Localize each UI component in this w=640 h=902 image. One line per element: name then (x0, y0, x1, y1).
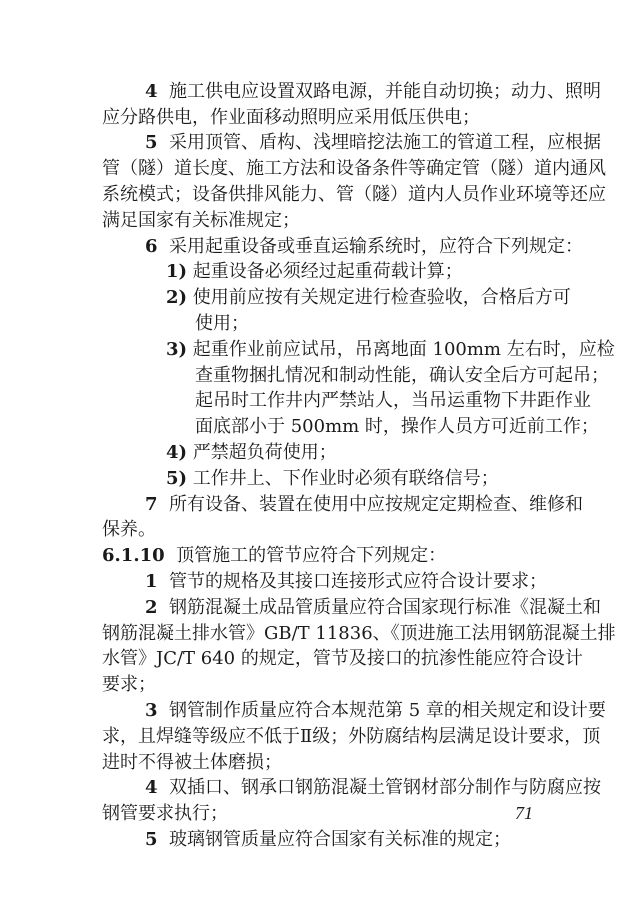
pipe-item-2-line-4: 要求； (102, 674, 156, 695)
subitem-text: 工作井上、下作业时必须有联络信号； (192, 468, 499, 489)
pipe-item-2-line-3: 水管》JC/T 640 的规定，管节及接口的抗渗性能应符合设计 (102, 648, 583, 669)
item-6-line-1 (145, 235, 583, 259)
item-4-line-1 (145, 80, 601, 104)
subitem-text: 使用前应按有关规定进行检查验收，合格后方可 (192, 287, 571, 308)
section-6-1-10-heading (102, 544, 446, 568)
subitem-3-line-4: 面底部小于 500mm 时，操作人员方可近前工作； (195, 416, 599, 437)
subitem-text: 起重设备必须经过起重荷载计算； (192, 261, 463, 282)
item-7-line-1 (145, 493, 583, 517)
item-number: 2 (145, 597, 158, 618)
item-text: 采用起重设备或垂直运输系统时，应符合下列规定： (168, 236, 583, 257)
section-number: 6.1.10 (102, 545, 165, 566)
item-number: 5 (145, 829, 158, 850)
item-text: 所有设备、装置在使用中应按规定定期检查、维修和 (168, 494, 583, 515)
item-number: 6 (145, 236, 158, 257)
pipe-item-3-line-3: 进时不得被土体磨损； (102, 752, 282, 773)
subitem-3-line-3: 起吊时工作井内严禁站人，当吊运重物下井距作业 (195, 390, 591, 411)
subitem-text: 起重作业前应试吊，吊离地面 100mm 左右时，应检 (192, 339, 615, 360)
subitem-2-line-1 (166, 286, 571, 310)
subitem-4 (166, 441, 337, 465)
pipe-item-3-line-1 (145, 699, 606, 723)
subitem-number: 2) (166, 287, 188, 308)
subitem-3-line-1 (166, 338, 615, 362)
subitem-number: 5) (166, 468, 188, 489)
pipe-item-2-line-2: 钢筋混凝土排水管》GB/T 11836、《顶进施工法用钢筋混凝土排 (102, 623, 616, 644)
pipe-item-1 (145, 570, 547, 594)
item-number: 1 (145, 571, 158, 592)
item-text: 双插口、钢承口钢筋混凝土管钢材部分制作与防腐应按 (168, 777, 601, 798)
pipe-item-4-line-2: 钢管要求执行； (102, 803, 228, 824)
subitem-5 (166, 467, 499, 491)
item-number: 4 (145, 777, 158, 798)
subitem-number: 4) (166, 442, 188, 463)
item-text: 管节的规格及其接口连接形式应符合设计要求； (168, 571, 547, 592)
item-number: 5 (145, 132, 158, 153)
subitem-1 (166, 260, 463, 284)
item-5-line-1 (145, 131, 601, 155)
section-text: 顶管施工的管节应符合下列规定： (176, 545, 447, 566)
item-5-line-4: 满足国家有关标准规定； (102, 210, 300, 231)
pipe-item-2-line-1 (145, 596, 601, 620)
subitem-number: 1) (166, 261, 188, 282)
item-number: 7 (145, 494, 158, 515)
item-number: 4 (145, 81, 158, 102)
item-text: 施工供电应设置双路电源，并能自动切换；动力、照明 (168, 81, 601, 102)
subitem-2-line-2: 使用； (195, 313, 249, 334)
subitem-3-line-2: 查重物捆扎情况和制动性能，确认安全后方可起吊； (195, 365, 609, 386)
item-7-line-2: 保养。 (102, 519, 156, 540)
item-text: 采用顶管、盾构、浅埋暗挖法施工的管道工程，应根据 (168, 132, 601, 153)
item-5-line-3: 系统模式；设备供排风能力、管（隧）道内人员作业环境等还应 (102, 184, 606, 205)
item-text: 钢管制作质量应符合本规范第 5 章的相关规定和设计要 (168, 700, 606, 721)
item-text: 玻璃钢管质量应符合国家有关标准的规定； (168, 829, 511, 850)
item-5-line-2: 管（隧）道长度、施工方法和设备条件等确定管（隧）道内通风 (102, 158, 606, 179)
pipe-item-5 (145, 828, 511, 852)
pipe-item-3-line-2: 求，且焊缝等级应不低于Ⅱ级；外防腐结构层满足设计要求，顶 (102, 726, 601, 747)
item-number: 3 (145, 700, 158, 721)
item-text: 钢筋混凝土成品管质量应符合国家现行标准《混凝土和 (168, 597, 601, 618)
subitem-number: 3) (166, 339, 188, 360)
item-4-line-2: 应分路供电，作业面移动照明应采用低压供电； (102, 107, 480, 128)
subitem-text: 严禁超负荷使用； (192, 442, 337, 463)
page-number: 71 (515, 803, 533, 823)
pipe-item-4-line-1 (145, 776, 601, 800)
